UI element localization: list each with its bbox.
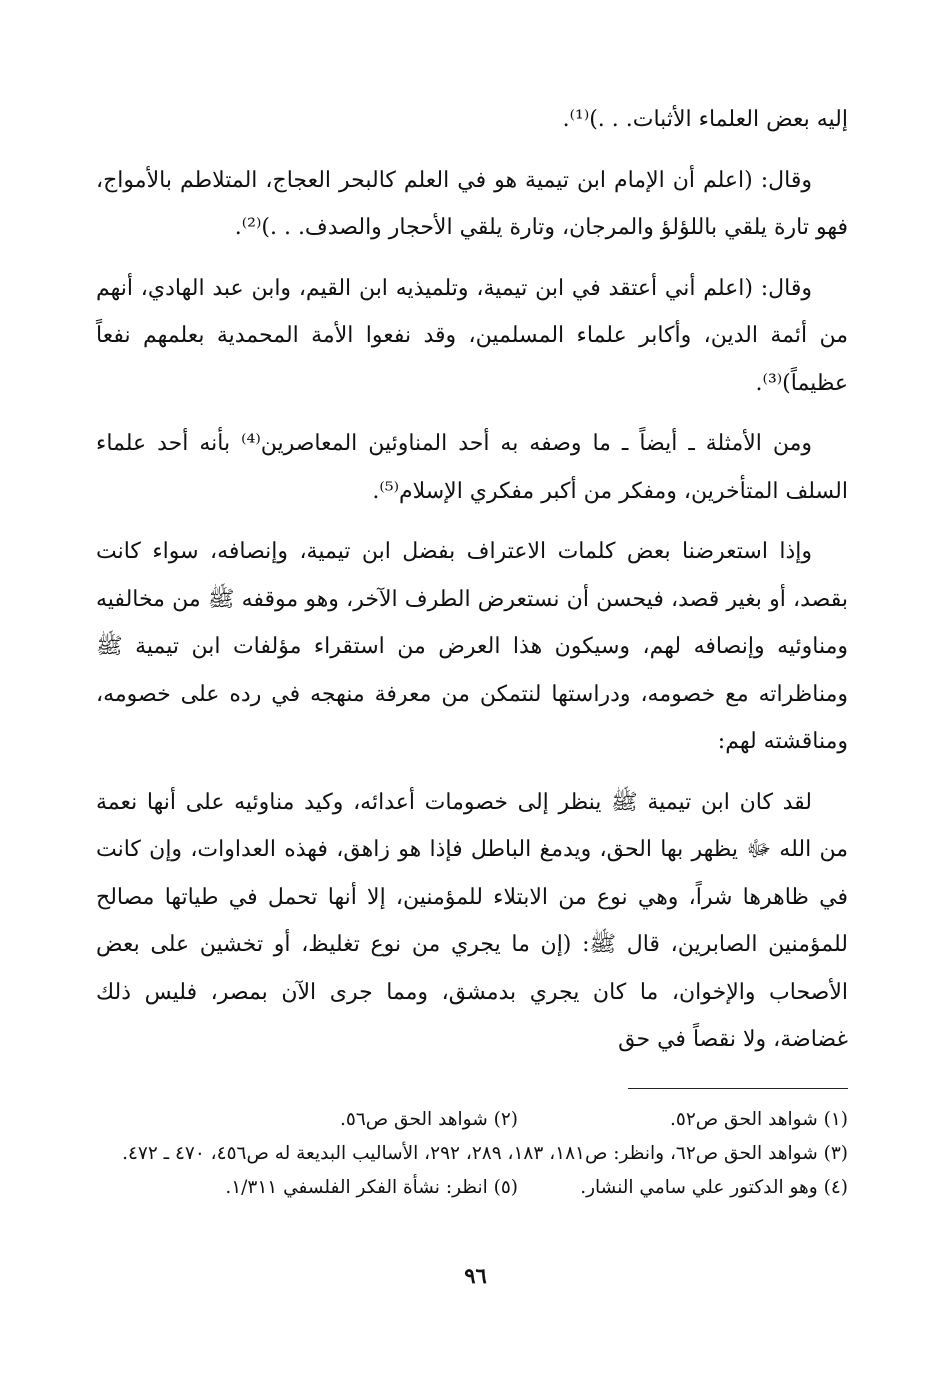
- paragraph-5: وإذا استعرضنا بعض كلمات الاعتراف بفضل ابن تيمية، وإنصافه، سواء كانت بقصد، أو بغير قصد، فيحسن أن نستعرض الطرف الآخر، وهو موقفه ﷺ من مخالفيه ومناوئيه وإنصافه لهم، وسيكون هذا العرض من استقراء مؤلفات ابن تيمية ﷺ ومناظراته مع خصومه، ودراستها لنتمكن من معرفة منهجه في رده على خصومه، ومناقشته لهم:: [96, 539, 848, 754]
- footnote-row-3: [96, 1171, 848, 1205]
- footnote-1: (١) شواهد الحق ص٥٢.: [670, 1108, 848, 1130]
- paragraph-3: وقال: (اعلم أني أعتقد في ابن تيمية، وتلميذيه ابن القيم، وابن عبد الهادي، أنهم من أئمة الدين، وأكابر علماء المسلمين، وقد نفعوا الأمة المحمدية بعلمهم نفعاً عظيماً)⁽³⁾.: [96, 275, 848, 396]
- paragraph-1: إليه بعض العلماء الأثبات. . .)⁽¹⁾.: [562, 107, 848, 132]
- footnote-2: (٢) شواهد الحق ص٥٦.: [340, 1108, 518, 1130]
- paragraph-6: لقد كان ابن تيمية ﷺ ينظر إلى خصومات أعدائه، وكيد مناوئيه على أنها نعمة من الله ﷻ يظهر بها الحق، ويدمغ الباطل فإذا هو زاهق، فهذه العداوات، وإن كانت في ظاهرها شراً، وهي نوع من الابتلاء للمؤمنين، إلا أنها تحمل في طياتها مصالح للمؤمنين الصابرين، قال ﷺ: (إن ما يجري من نوع تغليظ، أو تخشين على بعض الأصحاب والإخوان، ما كان يجري بدمشق، ومما جرى الآن بمصر، فليس ذلك غضاضة، ولا نقصاً في حق: [96, 789, 848, 1052]
- footnote-4: (٤) وهو الدكتور علي سامي النشار.: [580, 1176, 848, 1198]
- footnotes: [96, 1103, 848, 1205]
- footnote-3: (٣) شواهد الحق ص٦٢، وانظر: ص١٨١، ١٨٣، ٢٨٩، ٢٩٢، الأساليب البديعة له ص٤٥٦، ٤٧٠ ـ ٤٧٢.: [122, 1142, 848, 1164]
- paragraph-2: وقال: (اعلم أن الإمام ابن تيمية هو في العلم كالبحر العجاج، المتلاطم بالأمواج، فهو تارة يلقي باللؤلؤ والمرجان، وتارة يلقي الأحجار والصدف. . .)⁽²⁾.: [96, 167, 848, 240]
- footnote-divider: [628, 1088, 848, 1089]
- footnote-row-1: [96, 1103, 848, 1137]
- page-body: [96, 96, 848, 1303]
- footnote-5: (٥) انظر: نشأة الفكر الفلسفي ١/٣١١.: [225, 1176, 518, 1198]
- paragraph-4: ومن الأمثلة ـ أيضاً ـ ما وصفه به أحد المناوئين المعاصرين⁽⁴⁾ بأنه أحد علماء السلف المتأخرين، ومفكر من أكبر مفكري الإسلام⁽⁵⁾.: [96, 431, 848, 504]
- page-number: ٩٦: [464, 1263, 487, 1288]
